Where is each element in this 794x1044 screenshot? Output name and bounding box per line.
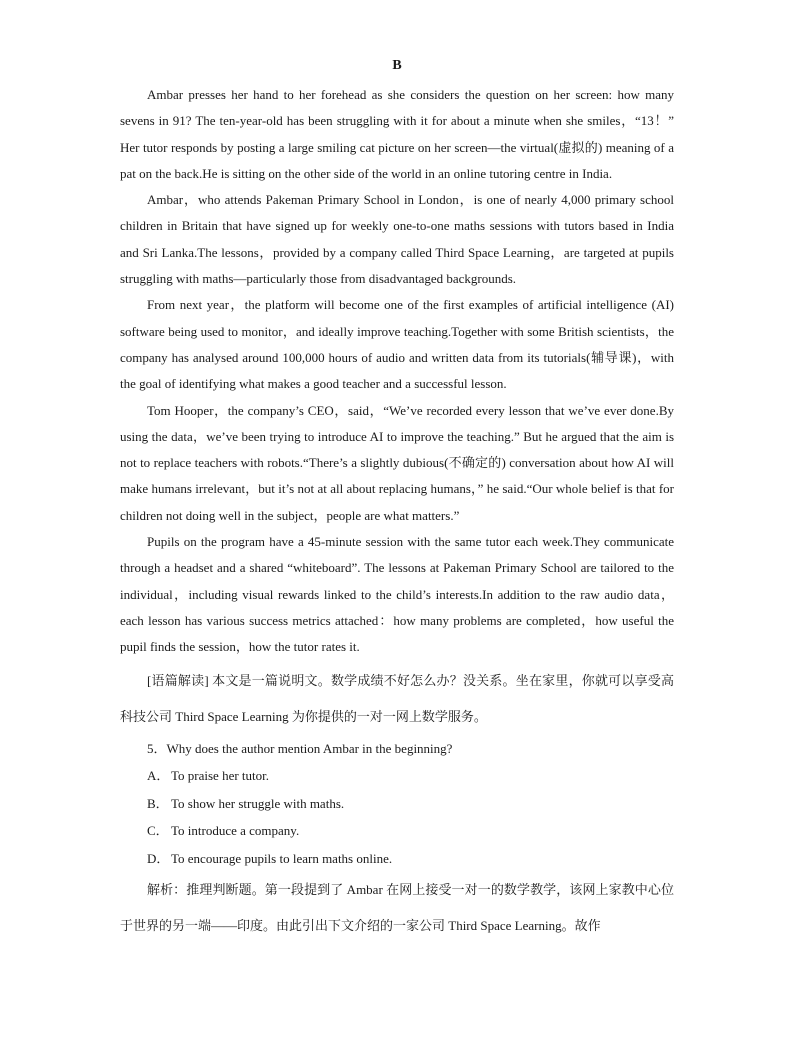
document-page [120,56,674,944]
option-letter: A． [147,768,170,784]
discourse-analysis [120,663,674,735]
option-text: To praise her tutor. [171,768,270,784]
passage-paragraph-3: From next year，the platform will become one of the first examples of artificial intelligence (AI) software being used to monitor，and ideally improve teaching.Together with some British scientists，the company has analysed around 100,000 hours of audio and written data from its tutorials(辅导课)，with the goal of identifying what makes a good teacher and a successful lesson. [120,297,674,392]
option-d [120,845,674,873]
option-text: To encourage pupils to learn maths online. [171,850,393,866]
section-title: B [392,58,402,73]
passage-paragraph-5: Pupils on the program have a 45-minute session with the same tutor each week.They communicate through a headset and a shared “whiteboard”. The lessons at Pakeman Primary School are tailored to the individual，including visual rewards linked to the child’s interests.In addition to the raw audio data，each lesson has various success metrics attached：how many problems are completed，how useful the pupil finds the session，how the tutor rates it. [120,534,674,655]
analysis-text: 本文是一篇说明文。数学成绩不好怎么办？没关系。坐在家里，你就可以享受高科技公司 Third Space Learning 为你提供的一对一网上数学服务。 [120,672,674,724]
option-c [120,817,674,845]
option-a [120,762,674,790]
passage-paragraph-2: Ambar，who attends Pakeman Primary School in London，is one of nearly 4,000 primary school children in Britain that have signed up for weekly one-to-one maths sessions with tutors based in India and Sri Lanka.The lessons，provided by a company called Third Space Learning，are targeted at pupils struggling with maths—particularly those from disadvantaged backgrounds. [120,192,674,287]
option-b [120,790,674,818]
passage-paragraph-1: Ambar presses her hand to her forehead as she considers the question on her screen: how many sevens in 91? The ten-year-old has been struggling with it for about a minute when she smiles，“13！” Her tutor responds by posting a large smiling cat picture on her screen—the virtual(虚拟的) meaning of a pat on the back.He is sitting on the other side of the world in an online tutoring centre in India. [120,87,674,181]
analysis-label: [语篇解读] [147,672,209,688]
option-text: To introduce a company. [171,823,300,839]
solution-explanation: 解析：推理判断题。第一段提到了 Ambar 在网上接受一对一的数学教学，该网上家教中心位于世界的另一端——印度。由此引出下文介绍的一家公司 Third Space Learning。故作 [120,882,674,934]
option-text: To show her struggle with maths. [171,795,345,811]
option-letter: D． [147,850,170,866]
option-letter: B． [147,795,169,811]
option-letter: C． [147,823,169,839]
question-stem: 5．Why does the author mention Ambar in the beginning? [147,740,453,756]
passage-paragraph-4: Tom Hooper，the company’s CEO，said，“We’ve recorded every lesson that we’ve ever done.By using the data，we’ve been trying to introduce AI to improve the teaching.” But he argued that the aim is not to replace teachers with robots.“There’s a slightly dubious(不确定的) conversation about how AI will make humans irrelevant，but it’s not at all about replacing humans，” he said.“Our whole belief is that for children not doing well in the subject，people are what matters.” [120,402,674,523]
